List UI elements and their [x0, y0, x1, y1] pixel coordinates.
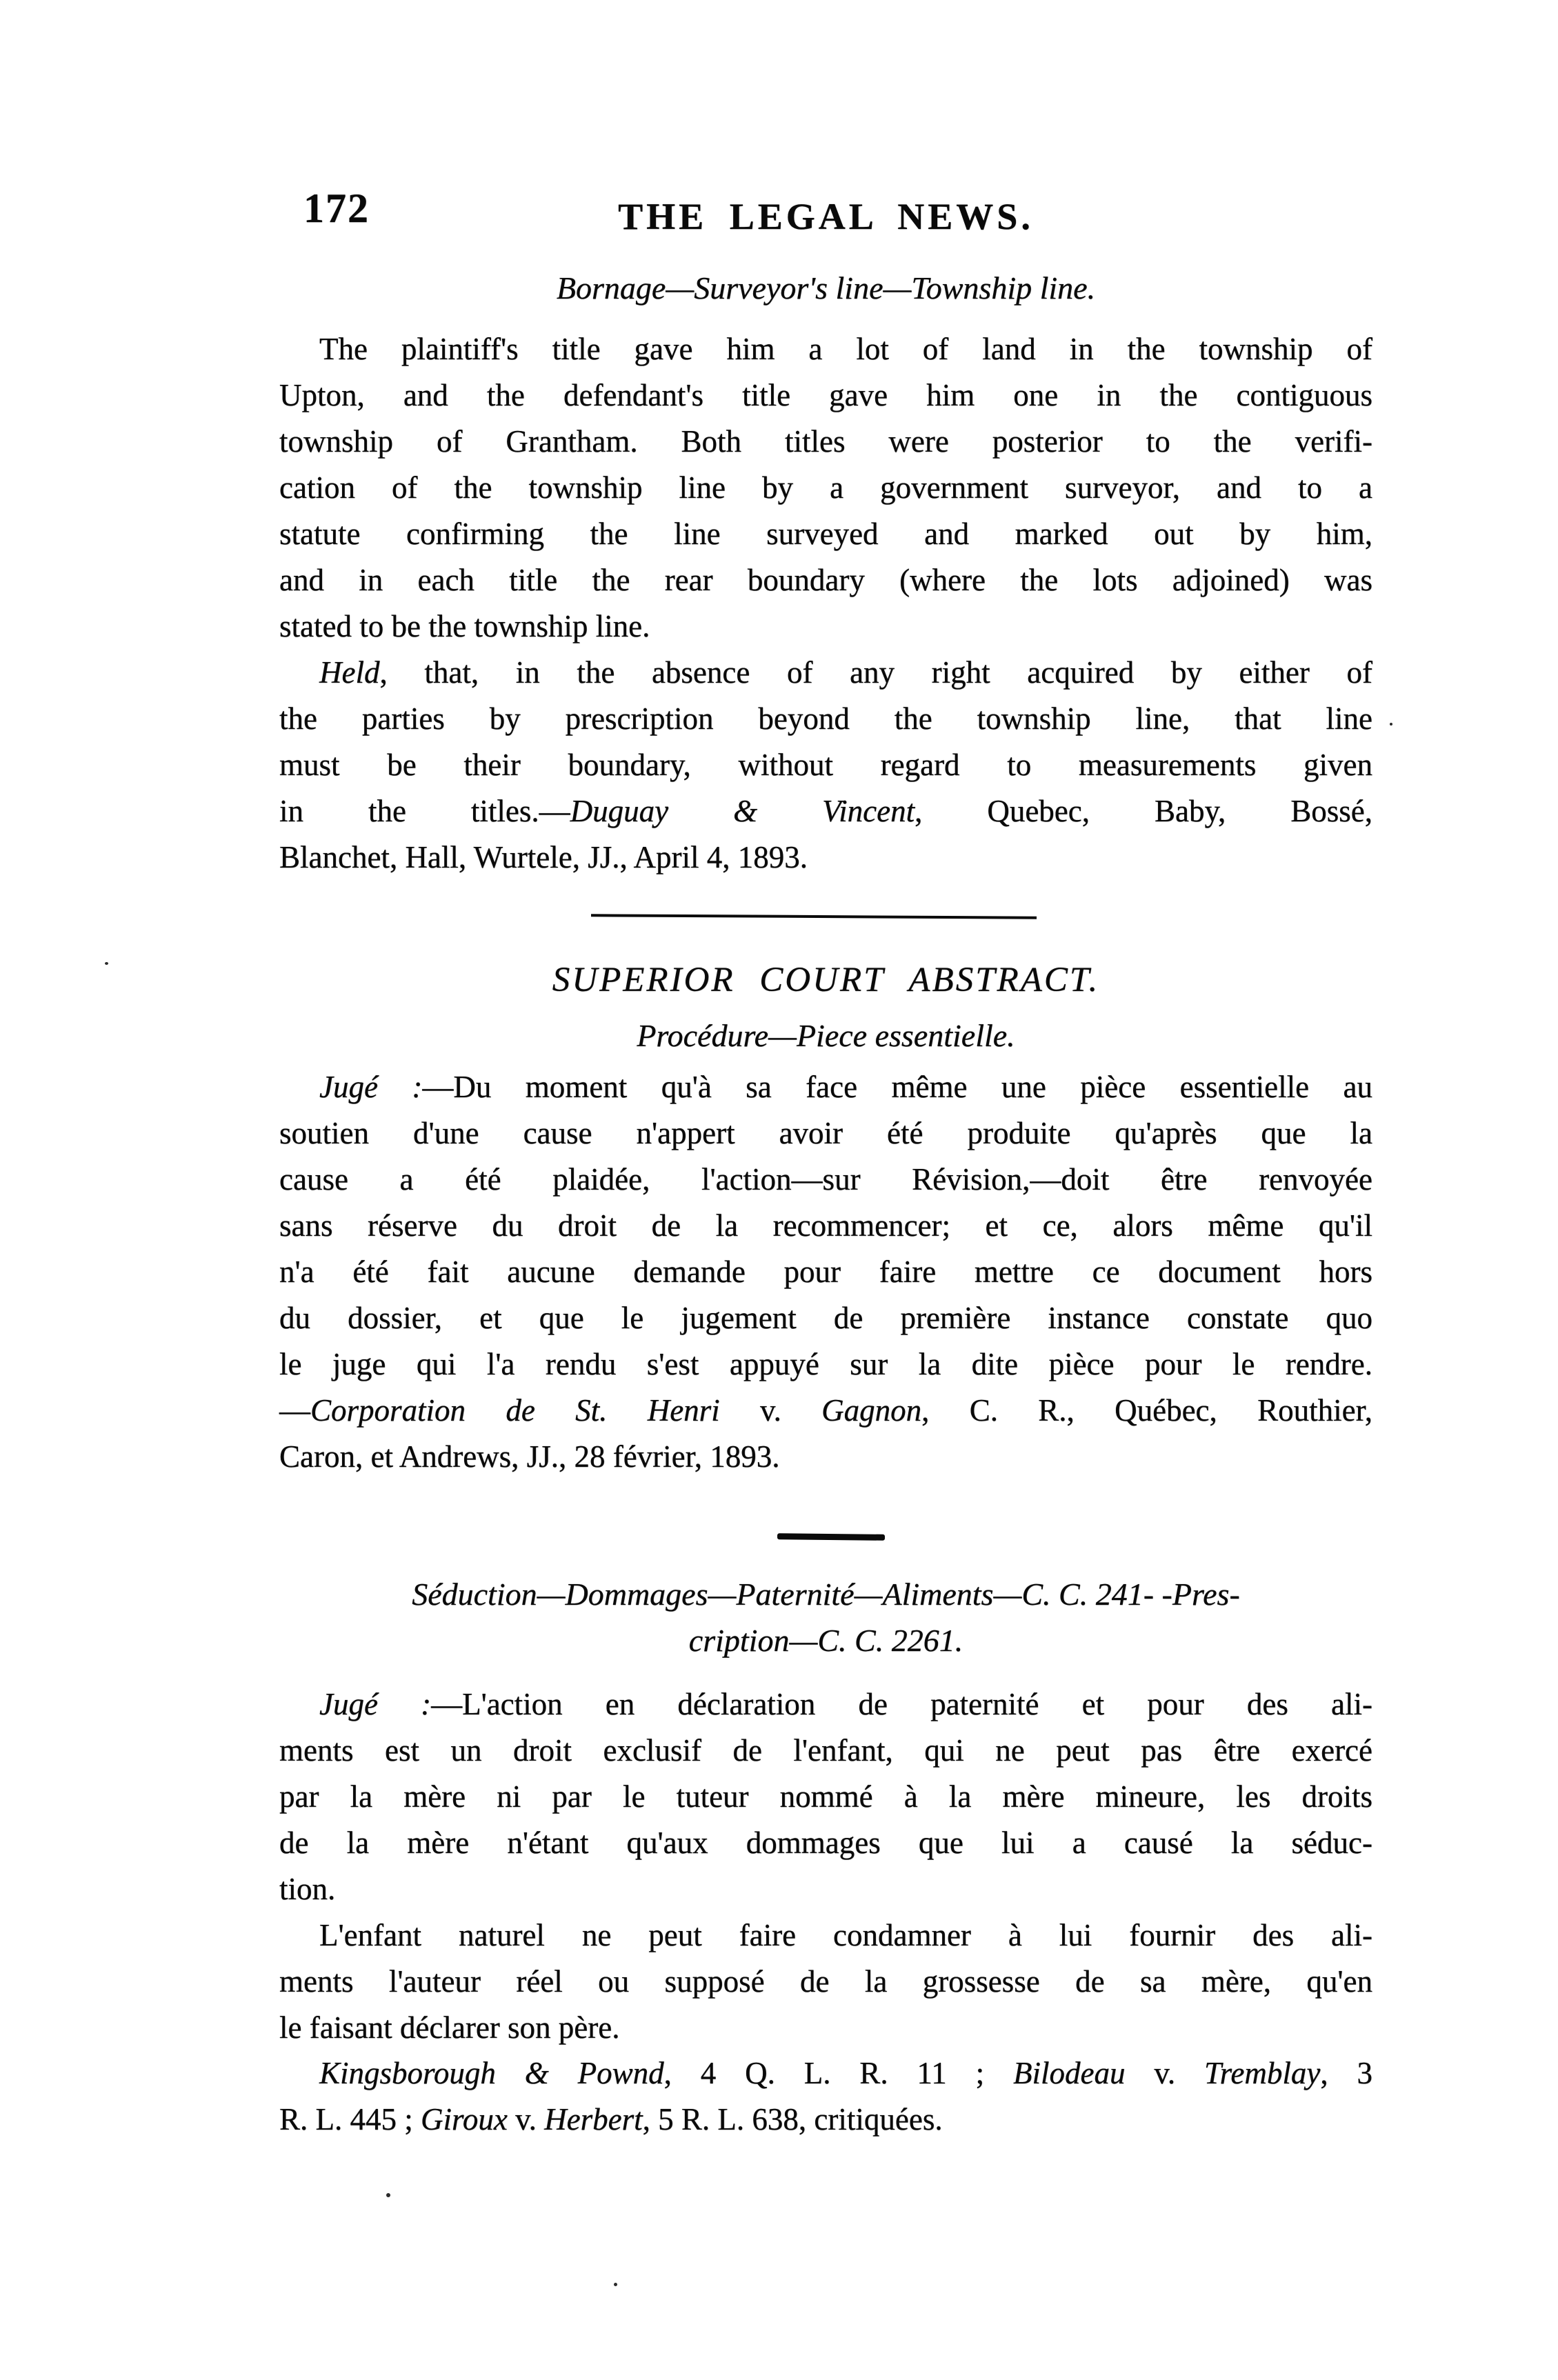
journal-title: THE LEGAL NEWS.: [618, 196, 1034, 237]
section-divider: [591, 914, 1037, 919]
case-heading-bornage: Bornage—Surveyor's line—Township line.: [556, 270, 1096, 306]
case-name: Corporation de St. Henri: [310, 1393, 720, 1428]
text-line: in the titles.—Duguay & Vincent, Quebec, Baby, Bossé,: [279, 794, 1372, 828]
text-line: stated to be the township line.: [279, 609, 650, 643]
text-line: —Corporation de St. Henri v. Gagnon, C. R., Québec, Routhier,: [279, 1393, 1372, 1428]
paragraph-juge-seduction: [279, 1681, 1372, 1912]
text-line: du dossier, et que le jugement de première instance constate quo: [279, 1301, 1372, 1335]
paragraph-enfant-naturel: [279, 1912, 1372, 2051]
text-line: le faisant déclarer son père.: [279, 2010, 620, 2045]
text-line: L'enfant naturel ne peut faire condamner à lui fournir des ali-: [319, 1918, 1372, 1952]
held-lead: Held: [319, 655, 380, 690]
scan-speck: [386, 2193, 390, 2197]
case-name: Kingsborough & Pownd: [319, 2056, 664, 2090]
juge-lead: Jugé :: [319, 1687, 432, 1721]
text-line: Séduction—Dommages—Paternité—Aliments—C. C. 241- -Pres-: [412, 1577, 1240, 1612]
page-number: 172: [303, 186, 370, 231]
case-name: Bilodeau: [1013, 2056, 1126, 2090]
case-name: Giroux: [421, 2102, 508, 2137]
case-name: Gagnon: [821, 1393, 922, 1428]
text-line: tion.: [279, 1872, 336, 1906]
text-line: n'a été fait aucune demande pour faire mettre ce document hors: [279, 1254, 1372, 1289]
text-line: township of Grantham. Both titles were posterior to the verifi-: [279, 424, 1372, 459]
text-line: the parties by prescription beyond the township line, that line: [279, 701, 1372, 736]
scan-speck: [105, 962, 108, 965]
text-line: ments est un droit exclusif de l'enfant, qui ne peut pas être exercé: [279, 1733, 1372, 1768]
case-name: Herbert: [544, 2102, 643, 2137]
text-line: and in each title the rear boundary (where the lots adjoined) was: [279, 563, 1372, 597]
text-line: R. L. 445 ; Giroux v. Herbert, 5 R. L. 638, critiquées.: [279, 2102, 943, 2137]
text-line: Blanchet, Hall, Wurtele, JJ., April 4, 1893.: [279, 840, 808, 874]
text-line: le juge qui l'a rendu s'est appuyé sur la dite pièce pour le rendre.: [279, 1347, 1372, 1381]
text-line: soutien d'une cause n'appert avoir été produite qu'après que la: [279, 1116, 1372, 1150]
section-title: SUPERIOR COURT ABSTRACT.: [552, 961, 1100, 999]
paragraph-plaintiff-title: [279, 326, 1372, 650]
text-line: The plaintiff's title gave him a lot of land in the township of: [319, 332, 1372, 366]
text-line: sans réserve du droit de la recommencer; et ce, alors même qu'il: [279, 1208, 1372, 1243]
text-line: Jugé :—L'action en déclaration de paternité et pour des ali-: [319, 1687, 1373, 1721]
scan-speck: [1390, 723, 1392, 726]
paragraph-citations: [279, 2050, 1372, 2143]
text-line: de la mère n'étant qu'aux dommages que lui a causé la séduc-: [279, 1826, 1372, 1860]
text-line: cription—C. C. 2261.: [688, 1623, 963, 1658]
text-line: must be their boundary, without regard to measurements given: [279, 748, 1372, 782]
text-line: cation of the township line by a government surveyor, and to a: [279, 470, 1372, 505]
paragraph-juge-procedure: [279, 1064, 1372, 1480]
case-name: Tremblay: [1204, 2056, 1321, 2090]
text-line: Upton, and the defendant's title gave him one in the contiguous: [279, 378, 1372, 412]
paragraph-held: [279, 650, 1372, 881]
text-line: cause a été plaidée, l'action—sur Révision,—doit être renvoyée: [279, 1162, 1372, 1197]
scan-speck: [614, 2283, 617, 2286]
text-line: Caron, et Andrews, JJ., 28 février, 1893.: [279, 1439, 780, 1474]
text-line: statute confirming the line surveyed and marked out by him,: [279, 517, 1372, 551]
text-line: Jugé :—Du moment qu'à sa face même une pièce essentielle au: [319, 1070, 1372, 1104]
case-name: Duguay & Vincent: [570, 794, 915, 828]
text-line: Held, that, in the absence of any right acquired by either of: [319, 655, 1372, 690]
juge-lead: Jugé :: [319, 1070, 423, 1104]
case-heading-procedure: Procédure—Piece essentielle.: [637, 1018, 1015, 1053]
case-heading-seduction: [279, 1571, 1372, 1663]
case-divider: [777, 1533, 885, 1541]
text-line: ments l'auteur réel ou supposé de la grossesse de sa mère, qu'en: [279, 1964, 1372, 1999]
text-line: Kingsborough & Pownd, 4 Q. L. R. 11 ; Bilodeau v. Tremblay, 3: [319, 2056, 1372, 2090]
text-line: par la mère ni par le tuteur nommé à la mère mineure, les droits: [279, 1779, 1372, 1814]
